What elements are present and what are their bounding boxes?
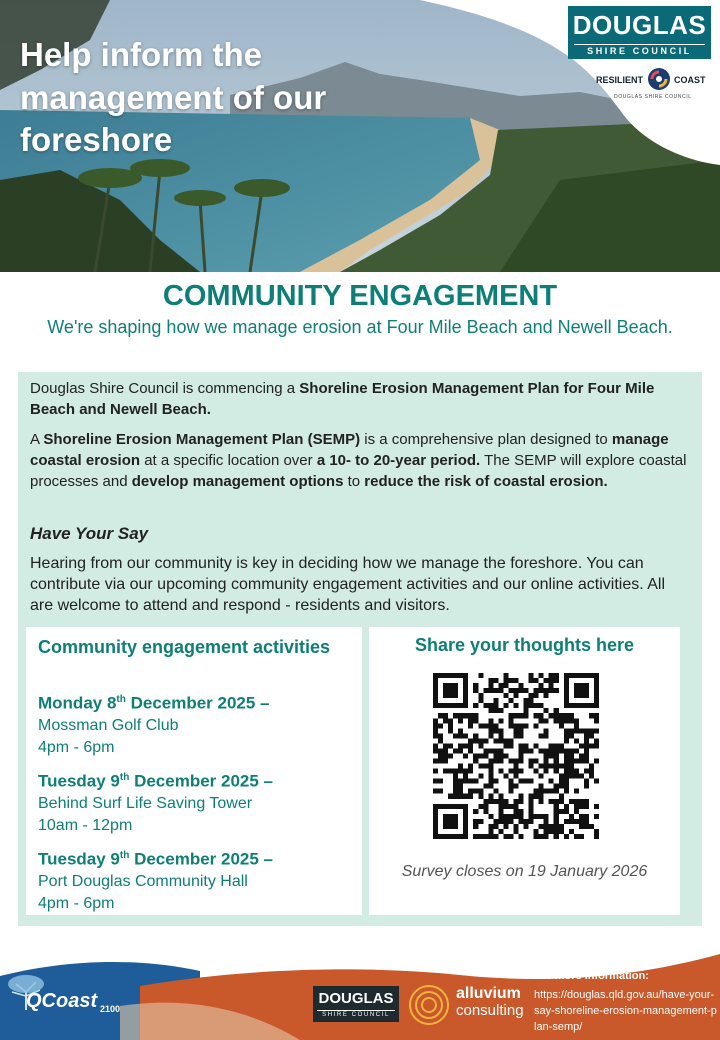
douglas-shire-logo: [568, 6, 711, 59]
hero-banner: [0, 0, 720, 272]
resilient-coast-logo: [596, 66, 706, 102]
alluvium-text: alluvium: [456, 985, 521, 1002]
event-date: Tuesday 9th December 2025 –: [38, 771, 273, 791]
info-panel: [18, 372, 702, 926]
more-info-link[interactable]: https://douglas.qld.gov.au/have-your-say-shoreline-erosion-management-plan-semp/: [534, 989, 717, 1033]
have-your-say-paragraph: Hearing from our community is key in deciding how we manage the foreshore. You can contribute via our upcoming community engagement activities and our online activities. All are welcome to attend and respond - residents and visitors.: [30, 555, 665, 614]
logo-shire-council-text: SHIRE COUNCIL: [587, 46, 692, 56]
footer-douglas-text: DOUGLAS: [318, 990, 394, 1007]
logo-douglas-text: DOUGLAS: [572, 10, 707, 40]
qcoast-logo-text: QCoast: [26, 990, 98, 1012]
survey-closing-note: Survey closes on 19 January 2026: [401, 863, 648, 880]
share-title: Share your thoughts here: [414, 635, 635, 655]
have-your-say-heading: Have Your Say: [30, 524, 149, 543]
activities-box: [26, 627, 362, 915]
qcoast-year-text: 2100: [100, 1004, 121, 1014]
event-time: 10am - 12pm: [38, 816, 133, 834]
intro-paragraph-2: A Shoreline Erosion Management Plan (SEMP) is a comprehensive plan designed to manage coastal erosion at a specific location over a 10- to 20-year period. The SEMP will explore coastal processes and develop management options to reduce the risk of coastal erosion.: [30, 431, 687, 490]
share-box: [369, 627, 680, 915]
event-location: Behind Surf Life Saving Tower: [38, 794, 253, 812]
resilient-sub-text: DOUGLAS SHIRE COUNCIL: [614, 94, 692, 100]
event-item: [38, 767, 358, 837]
event-item: [38, 689, 358, 759]
survey-qr-code[interactable]: [433, 673, 599, 839]
event-time: 4pm - 6pm: [38, 894, 115, 912]
activities-title: Community engagement activities: [38, 637, 331, 657]
hero-title: Help inform the management of our foreshore: [20, 36, 327, 159]
event-date: Tuesday 9th December 2025 –: [38, 849, 273, 869]
more-info-heading: For more information:: [534, 970, 649, 982]
alluvium-swirl-icon: [408, 984, 450, 1026]
event-location: Port Douglas Community Hall: [38, 872, 248, 890]
footer-douglas-logo: [313, 986, 399, 1022]
engagement-subheading: We're shaping how we manage erosion at Four Mile Beach and Newell Beach.: [47, 317, 673, 337]
community-engagement-heading: COMMUNITY ENGAGEMENT: [162, 280, 558, 312]
resilient-text: RESILIENT: [596, 75, 644, 85]
consulting-text: consulting: [456, 1002, 524, 1019]
coast-text: COAST: [674, 75, 706, 85]
intro-paragraph-1: Douglas Shire Council is commencing a Shoreline Erosion Management Plan for Four Mile Beach and Newell Beach.: [30, 380, 655, 418]
footer-shire-text: SHIRE COUNCIL: [317, 1010, 395, 1018]
event-item: [38, 845, 358, 915]
event-date: Monday 8th December 2025 –: [38, 693, 270, 713]
event-time: 4pm - 6pm: [38, 738, 115, 756]
event-location: Mossman Golf Club: [38, 716, 179, 734]
resilient-coast-emblem-icon: [646, 66, 672, 92]
